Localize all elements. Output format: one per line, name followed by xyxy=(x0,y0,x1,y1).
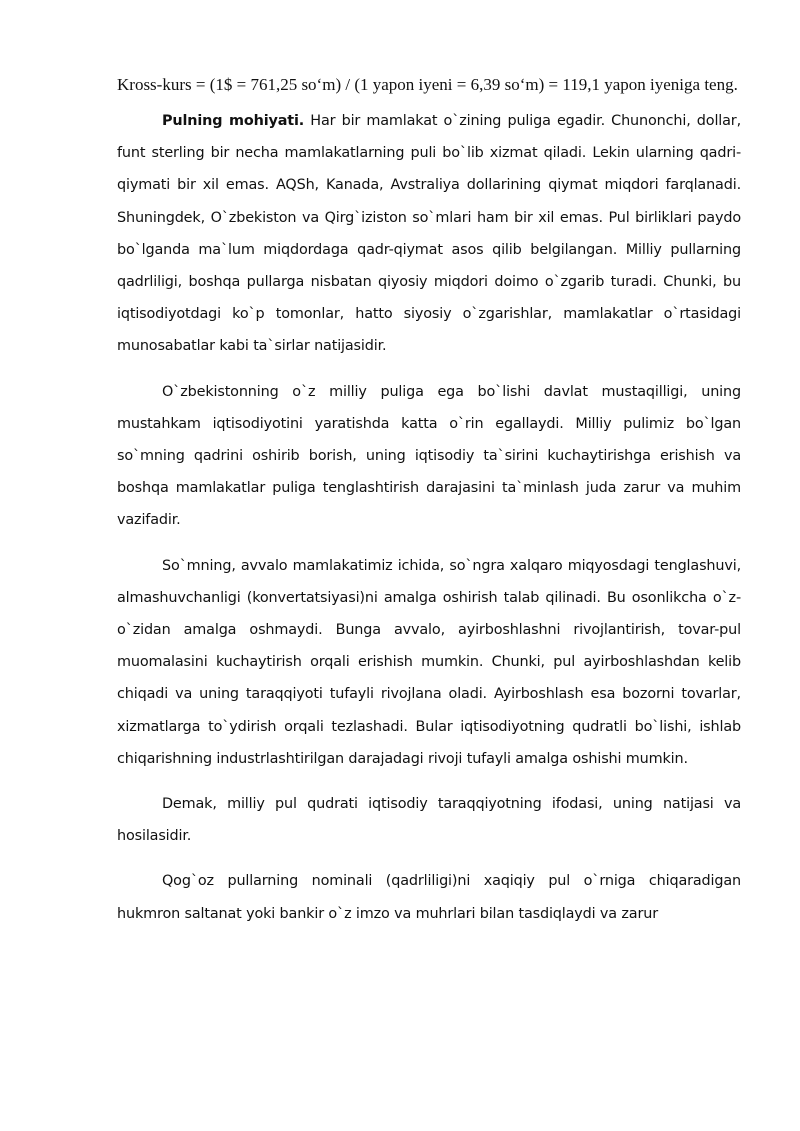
paragraph-national-currency: O`zbekistonning o`z milliy puliga ega bo`lishi davlat mustaqilligi, uning mustahkam iqtisodiyotini yaratishda katta o`rin egallaydi. Milliy pulimiz bo`lgan so`mning qadrini oshirib borish, uning iqtisodiy ta`sirini kuchaytirishga erishish va boshqa mamlakatlar puliga tenglashtirish darajasini ta`minlash juda zarur va muhim vazifadir. xyxy=(117,383,741,529)
cross-rate-formula: Kross-kurs = (1$ = 761,25 so‘m) / (1 yapon iyeni = 6,39 so‘m) = 119,1 yapon iyeniga teng. xyxy=(117,75,738,94)
paragraph-conclusion: Demak, milliy pul qudrati iqtisodiy taraqqiyotning ifodasi, uning natijasi va hosilasidir. xyxy=(117,796,741,845)
document-page xyxy=(117,68,741,930)
paragraph-money-essence-text: Har bir mamlakat o`zining puliga egadir. Chunonchi, dollar, funt sterling bir necha mamlakatlarning puli bo`lib xizmat qiladi. Lekin ularning qadri-qiymati bir xil emas. AQSh, Kanada, Avstraliya dollarining qiymat miqdori farqlanadi. Shuningdek, O`zbekiston va Qirg`iziston so`mlari ham bir xil emas. Pul birliklari paydo bo`lganda ma`lum miqdordaga qadr-qiymat asos qilib belgilangan. Milliy pullarning qadrliligi, boshqa pullarga nisbatan qiyosiy miqdori doimo o`zgarib turadi. Chunki, bu iqtisodiyotdagi ko`p tomonlar, hatto siyosiy o`zgarishlar, mamlakatlar o`rtasidagi munosabatlar kabi ta`sirlar natijasidir. xyxy=(117,113,742,355)
paragraph-convertibility: So`mning, avvalo mamlakatimiz ichida, so`ngra xalqaro miqyosdagi tenglashuvi, almashuvchanligi (konvertatsiyasi)ni amalga oshirish talab qilinadi. Bu osonlikcha o`z-o`zidan amalga oshmaydi. Bunga avvalo, ayirboshlashni rivojlantirish, tovar-pul muomalasini kuchaytirish orqali erishish mumkin. Chunki, pul ayirboshlashdan kelib chiqadi va uning taraqqiyoti tufayli rivojlana oladi. Ayirboshlash esa bozorni tovarlar, xizmatlarga to`ydirish orqali tezlashadi. Bular iqtisodiyotning qudratli bo`lishi, ishlab chiqarishning industrlashtirilgan darajadagi rivoji tufayli amalga oshishi mumkin. xyxy=(117,557,741,767)
paragraph-money-essence xyxy=(117,105,741,363)
paragraph-paper-money: Qog`oz pullarning nominali (qadrliligi)ni xaqiqiy pul o`rniga chiqaradigan hukmron saltanat yoki bankir o`z imzo va muhrlari bilan tasdiqlaydi va zarur xyxy=(117,873,741,922)
section-heading-money-essence: Pulning mohiyati. xyxy=(162,113,305,129)
